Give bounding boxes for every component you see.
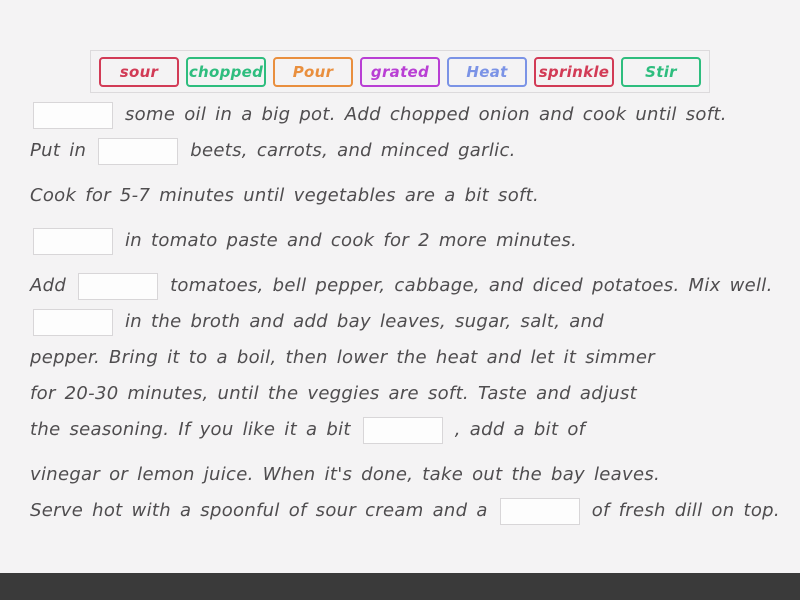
passage-line [30,304,775,340]
passage-text: pepper. Bring it to a boil, then lower the heat and let it simmer [30,347,655,368]
word-chip[interactable]: Stir [621,57,701,87]
passage-text: the seasoning. If you like it a bit [30,419,351,440]
answer-blank[interactable] [33,228,113,255]
passage-text: Put in [30,140,87,161]
passage-line [30,97,775,133]
passage-text: Cook for 5-7 minutes until vegetables are a bit soft. [30,185,540,206]
answer-blank[interactable] [363,417,443,444]
answer-blank[interactable] [78,273,158,300]
passage-line [30,133,775,169]
passage-text: Serve hot with a spoonful of sour cream and a [30,500,488,521]
passage-line [30,268,775,304]
passage-line [30,412,775,448]
passage-text: , add a bit of [454,419,586,440]
bottom-bar [0,573,800,600]
word-chip[interactable]: chopped [186,57,266,87]
passage-text: for 20-30 minutes, until the veggies are soft. Taste and adjust [30,383,638,404]
word-bank [90,50,710,93]
passage-text: tomatoes, bell pepper, cabbage, and diced potatoes. Mix well. [170,275,773,296]
word-chip[interactable]: grated [360,57,440,87]
passage-text: vinegar or lemon juice. When it's done, take out the bay leaves. [30,464,661,485]
passage [30,97,780,529]
word-chip[interactable]: Pour [273,57,353,87]
word-chip[interactable]: Heat [447,57,527,87]
answer-blank[interactable] [500,498,580,525]
answer-blank[interactable] [33,102,113,129]
passage-text: in the broth and add bay leaves, sugar, salt, and [125,311,604,332]
word-chip[interactable]: sour [99,57,179,87]
passage-text: Add [30,275,67,296]
passage-line [30,493,780,529]
passage-line [30,178,775,214]
word-chip[interactable]: sprinkle [534,57,614,87]
passage-text: some oil in a big pot. Add chopped onion and cook until soft. [125,104,727,125]
passage-text: in tomato paste and cook for 2 more minutes. [125,230,578,251]
answer-blank[interactable] [33,309,113,336]
answer-blank[interactable] [98,138,178,165]
passage-text: beets, carrots, and minced garlic. [190,140,516,161]
passage-line [30,376,775,412]
passage-line [30,340,775,376]
passage-line [30,457,775,493]
passage-text: of fresh dill on top. [591,500,780,521]
passage-line [30,223,775,259]
